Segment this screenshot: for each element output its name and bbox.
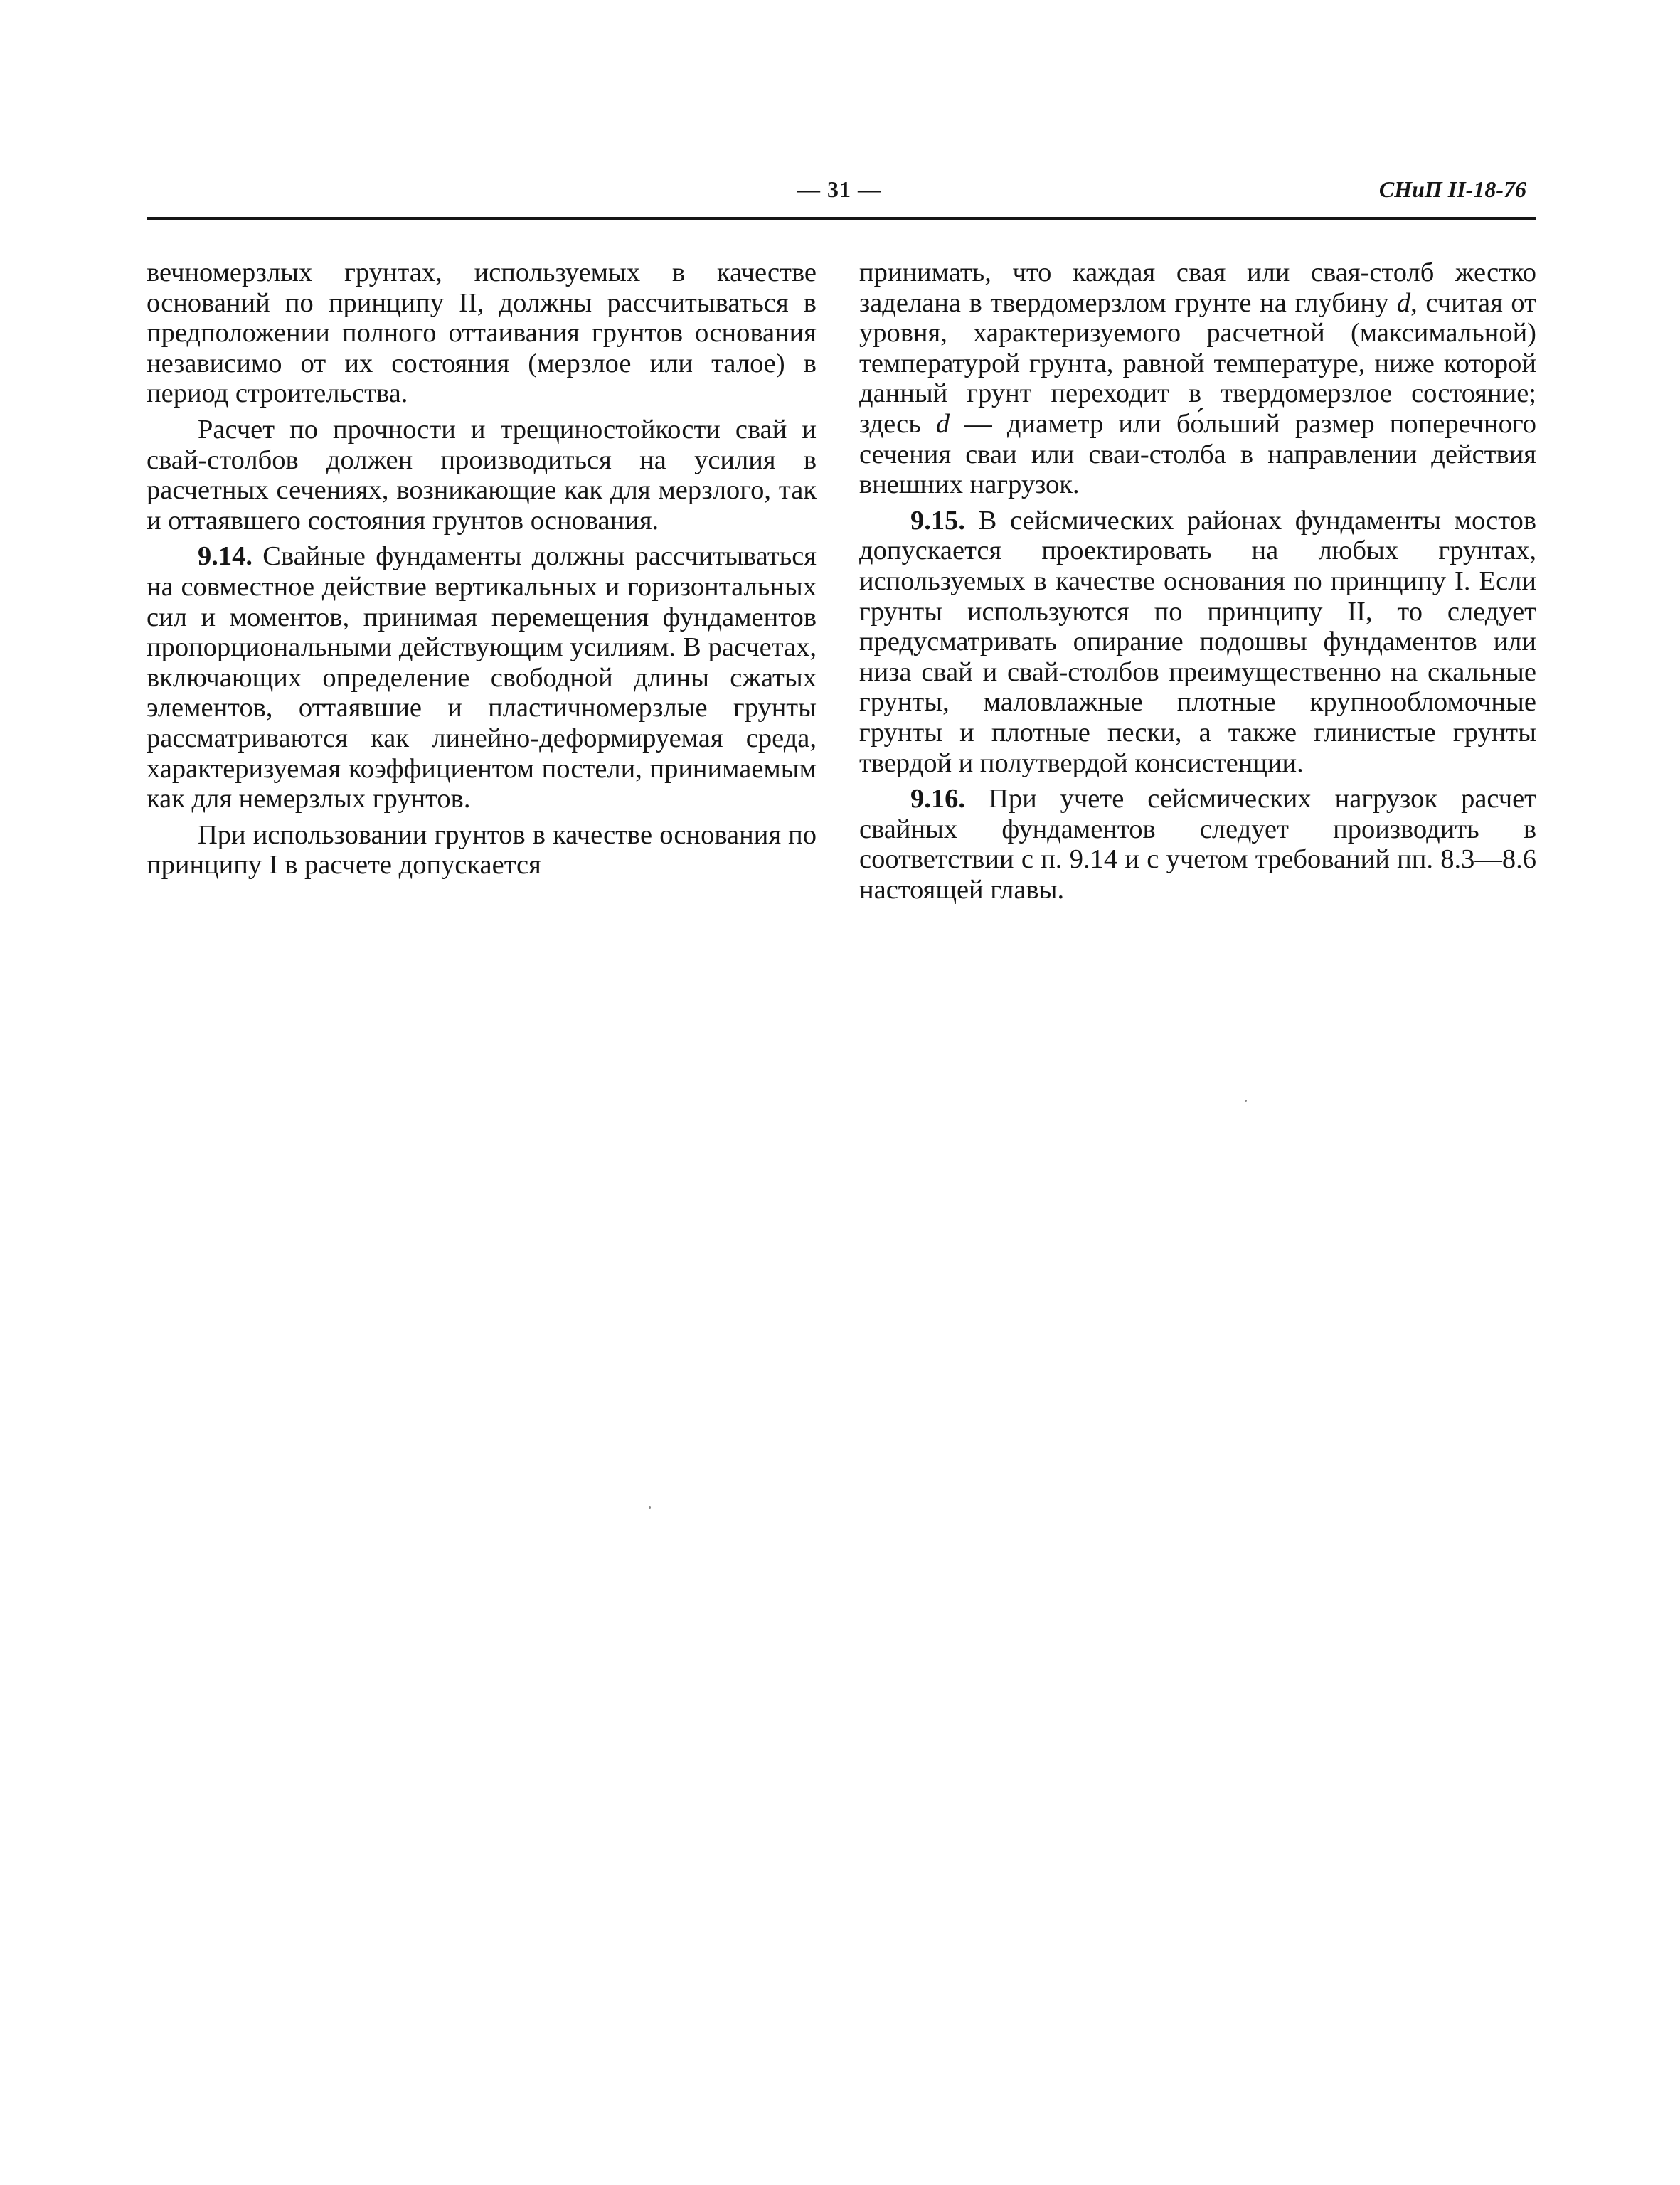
header-rule (147, 217, 1536, 220)
clause-number: 9.14. (198, 541, 252, 572)
clause-9-14 (147, 541, 817, 814)
clause-text: Свайные фундаменты должны рассчитываться на совместное действие вертикальных и горизонтальных сил и моментов, принимая перемещения фундаментов пропорциональными действующим усилиям. В расчетах, включающих определение свободной длины сжатых элементов, оттаявшие и пластичномерзлые грунты рассматриваются как линейно-деформируемая среда, характеризуемая коэффициентом постели, принимаемым как для немерзлых грунтов. (147, 541, 817, 814)
clause-9-15 (859, 506, 1536, 778)
text-segment: — диаметр или бо́льший размер поперечного сечения сваи или сваи-столба в направлении действия внешних нагрузок. (859, 408, 1536, 500)
paragraph-strength-calculation: Расчет по прочности и трещиностойкости свай и свай-столбов должен производиться на усилия в расчетных сечениях, возникающие как для мерзлого, так и оттаявшего состояния грунтов основания. (147, 414, 817, 536)
scan-speck (649, 1506, 651, 1509)
scan-speck (1245, 1100, 1247, 1102)
variable-d: d (1396, 287, 1411, 318)
clause-number: 9.16. (910, 784, 965, 814)
clause-text: При учете сейсмических нагрузок расчет свайных фундаментов следует производить в соответствии с п. 9.14 и с учетом требований пп. 8.3—8.6 настоящей главы. (859, 784, 1537, 905)
text-segment: принимать, что каждая свая или свая-столб жестко заделана в твердомерзлом грунте на глубину (859, 257, 1536, 318)
paragraph-continuation: вечномерзлых грунтах, используемых в качестве оснований по принципу II, должны рассчитываться в предположении полного оттаивания грунтов основания независимо от их состояния (мерзлое или талое) в период строительства. (147, 257, 817, 409)
clause-text: В сейсмических районах фундаменты мостов допускается проектировать на любых грунтах, используемых в качестве основания по принципу I. Если грунты используются по принципу II, то следует предусматривать опирание подошвы фундаментов или низа свай и свай-столбов преимущественно на скальные грунты, маловлажные плотные крупнообломочные грунты и плотные пески, а также глинистые грунты твердой и полутвердой консистенции. (859, 505, 1537, 778)
paragraph-continuation (859, 257, 1536, 500)
paragraph-principle-one: При использовании грунтов в качестве основания по принципу I в расчете допускается (147, 819, 817, 881)
text-segment: , считая от уровня, характеризуемого расчетной (максимальной) температурой грунта, равной температуре, ниже которой данный грунт переходит в твердомерзлое состояние; здесь (859, 287, 1536, 439)
clause-9-16 (859, 784, 1536, 905)
right-column (859, 257, 1536, 905)
page-number: — 31 — (797, 176, 881, 202)
variable-d: d (935, 408, 950, 439)
left-column (147, 257, 817, 881)
clause-number: 9.15. (910, 505, 965, 536)
document-code: СНиП II-18-76 (1378, 176, 1526, 202)
